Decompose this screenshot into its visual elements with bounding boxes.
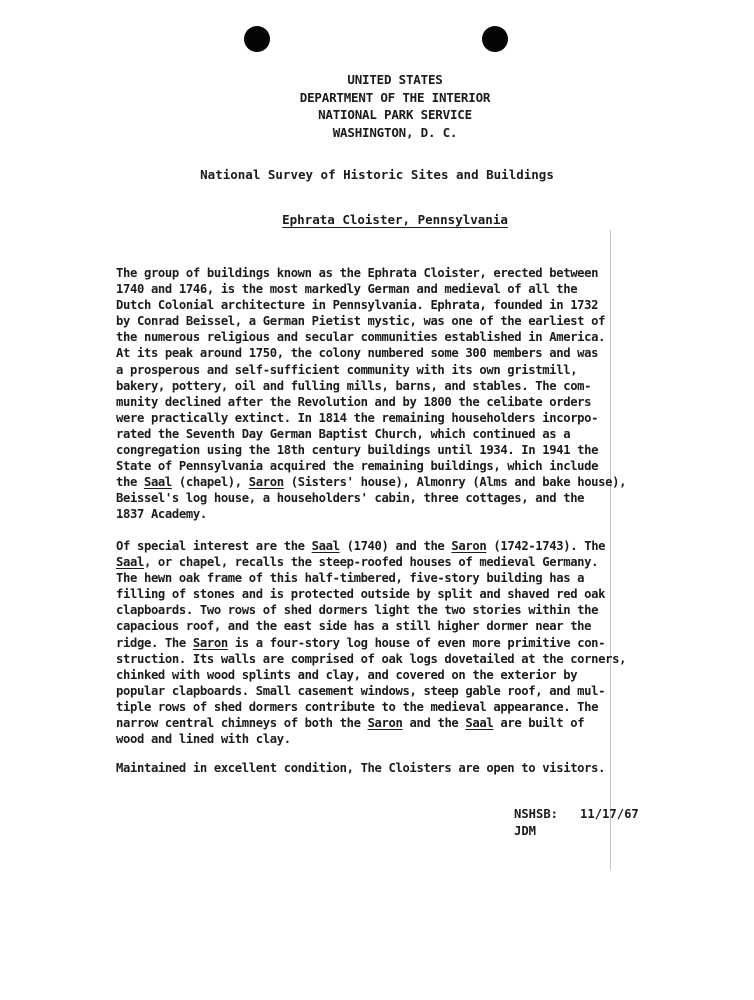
text-run: and the [402, 716, 466, 731]
text-line: State of Pennsylvania acquired the remaining buildings, which include [116, 459, 599, 474]
text-line: munity declined after the Revolution and by 1800 the celibate orders [116, 394, 592, 409]
text-line: 1740 and 1746, is the most markedly German and medieval of all the [116, 282, 578, 297]
text-line [116, 554, 716, 570]
text-line: 1837 Academy. [116, 507, 207, 522]
text-line: chinked with wood splints and clay, and covered on the exterior by [116, 667, 578, 682]
underlined-term-saron: Saron [248, 475, 284, 490]
text-run: (chapel), [171, 475, 249, 490]
letterhead-line-1: UNITED STATES [347, 72, 443, 87]
text-line [116, 635, 716, 651]
text-line: clapboards. Two rows of shed dormers light the two stories within the [116, 603, 599, 618]
text-line: congregation using the 18th century buildings until 1934. In 1941 the [116, 443, 599, 458]
survey-title: National Survey of Historic Sites and Buildings [200, 167, 554, 182]
text-line: struction. Its walls are comprised of oak logs dovetailed at the corners, [116, 651, 627, 666]
text-line: filling of stones and is protected outside by split and shaved red oak [116, 587, 606, 602]
text-line: by Conrad Beissel, a German Pietist mystic, was one of the earliest of [116, 314, 606, 329]
author-initials: JDM [514, 824, 537, 838]
text-line: tiple rows of shed dormers contribute to the medieval appearance. The [116, 699, 599, 714]
text-run: Of special interest are the [116, 539, 312, 553]
office-code: NSHSB: [514, 807, 559, 821]
letterhead-line-4: WASHINGTON, D. C. [332, 124, 458, 140]
text-run: , or chapel, recalls the steep-roofed houses of medieval Germany. [143, 555, 599, 570]
text-line [116, 538, 716, 554]
text-line: popular clapboards. Small casement windows, steep gable roof, and mul- [116, 683, 606, 698]
underlined-term-saron: Saron [451, 539, 487, 553]
text-run: is a four-story log house of even more primitive con- [227, 635, 606, 650]
signature-block [514, 806, 639, 840]
underlined-term-saal: Saal [465, 716, 494, 731]
underlined-term-saal: Saal [311, 539, 340, 553]
text-run: (1742-1743). The [486, 539, 606, 553]
text-run: (Sisters' house), Almonry (Alms and bake house), [283, 475, 627, 490]
punch-hole-left [244, 26, 270, 52]
text-run: narrow central chimneys of both the [116, 716, 368, 731]
text-line: wood and lined with clay. [116, 732, 291, 747]
underlined-term-saal: Saal [116, 555, 144, 570]
text-run: ridge. The [116, 635, 193, 650]
underlined-term-saron: Saron [367, 716, 403, 731]
text-line: a prosperous and self-sufficient community with its own gristmill, [116, 362, 578, 377]
punch-hole-right [482, 26, 508, 52]
text-line: capacious roof, and the east side has a still higher dormer near the [116, 619, 592, 634]
letterhead-line-2: DEPARTMENT OF THE INTERIOR [299, 89, 491, 105]
text-line: bakery, pottery, oil and fulling mills, barns, and stables. The com- [116, 378, 592, 393]
text-line [116, 474, 716, 490]
text-line: rated the Seventh Day German Baptist Church, which continued as a [116, 426, 571, 441]
paragraph-history [116, 265, 716, 523]
text-line: The group of buildings known as the Ephrata Cloister, erected between [116, 266, 599, 280]
text-line: The hewn oak frame of this half-timbered, five-story building has a [116, 571, 585, 586]
text-line: the numerous religious and secular communities established in America. [116, 330, 606, 345]
text-run: (1740) and the [339, 539, 452, 553]
underlined-term-saron: Saron [192, 635, 228, 650]
text-line: Beissel's log house, a householders' cabin, three cottages, and the [116, 491, 585, 506]
text-line: Maintained in excellent condition, The Cloisters are open to visitors. [116, 761, 606, 775]
text-line: Dutch Colonial architecture in Pennsylvania. Ephrata, founded in 1732 [116, 298, 599, 313]
paragraph-condition [116, 760, 716, 776]
site-title [0, 212, 754, 227]
site-title-text: Ephrata Cloister, Pennsylvania [282, 212, 508, 227]
text-line: At its peak around 1750, the colony numbered some 300 members and was [116, 346, 599, 361]
letterhead [230, 71, 560, 141]
text-run: the [116, 475, 144, 490]
document-date: 11/17/67 [580, 807, 639, 821]
paragraph-architecture [116, 538, 716, 747]
text-line: were practically extinct. In 1814 the remaining householders incorpo- [116, 410, 599, 425]
signature-line [514, 806, 639, 823]
text-line [116, 715, 716, 731]
text-run: are built of [493, 716, 585, 731]
underlined-term-saal: Saal [143, 475, 172, 490]
letterhead-line-3: NATIONAL PARK SERVICE [318, 107, 472, 122]
